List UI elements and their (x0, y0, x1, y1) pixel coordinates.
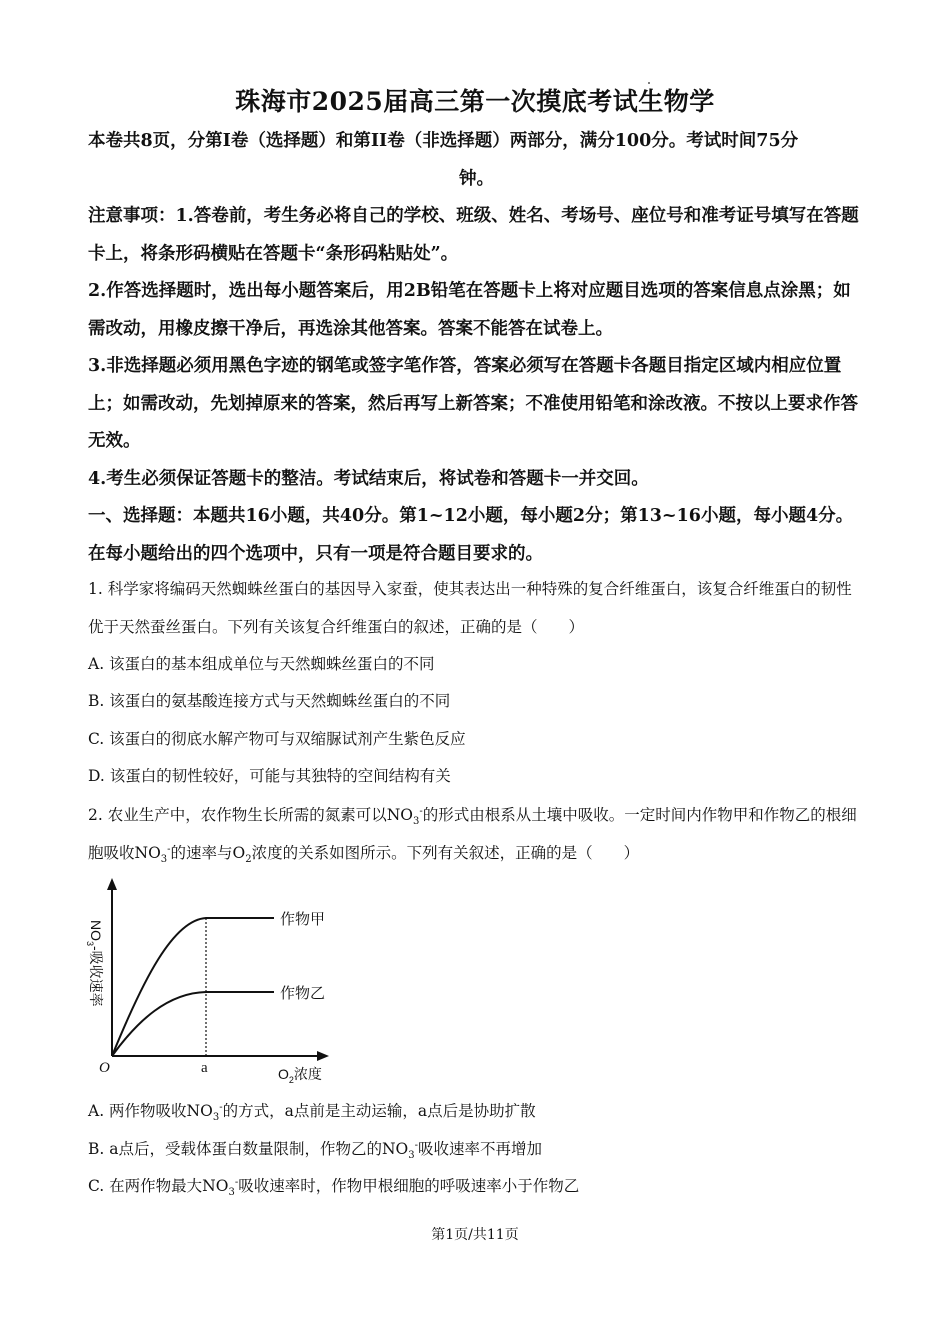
notice-item-1: 注意事项：1.答卷前，考生务必将自己的学校、班级、姓名、考场号、座位号和准考证号填写在答题卡上，将条形码横贴在答题卡“条形码粘贴处”。 (88, 206, 859, 264)
section-heading: 一、选择题：本题共16小题，共40分。第1~12小题，每小题2分；第13~16小题，每小题4分。在每小题给出的四个选项中，只有一项是符合题目要求的。 (88, 506, 854, 564)
q1-option-c: C. 该蛋白的彻底水解产物可与双缩脲试剂产生紫色反应 (88, 730, 466, 748)
label-crop-yi: 作物乙 (280, 985, 326, 1002)
q2-stem-part-b: 的形式由根系从土壤中吸收。一定时间内作物甲和作物乙的根细胞吸收NO (88, 806, 857, 862)
q2-stem-part-c: 的速率与O (170, 843, 246, 862)
q2-option-b: B. a点后，受载体蛋白数量限制，作物乙的$NO_3^-$吸收速率不再增加 (88, 1139, 543, 1162)
page-title: 珠海市2025届高三第一次摸底考试生物学 (235, 87, 715, 116)
q1-option-d: D. 该蛋白的韧性较好，可能与其独特的空间结构有关 (88, 767, 451, 785)
x-tick-a: a (201, 1060, 208, 1076)
intro-line-2: 钟。 (459, 168, 494, 189)
q1-option-a: A. 该蛋白的基本组成单位与天然蜘蛛丝蛋白的不同 (88, 655, 435, 673)
q2-option-a: A. 两作物吸收$NO_3^-$的方式，a点前是主动运输，a点后是协助扩散 (88, 1101, 536, 1124)
q2-stem-part-d: 浓度的关系如图所示。下列有关叙述，正确的是（ ） (251, 843, 640, 862)
exam-intro (88, 123, 865, 198)
x-axis-label: $O_2$浓度 (278, 1066, 322, 1085)
question-2-stem: 2. 农业生产中，农作物生长所需的氮素可以$NO_3^-$的形式由根系从土壤中吸收。一定时间内作物甲和作物乙的根细胞吸收$NO_3^-$的速率与$O_2$浓度的关系如图所示。下列有关叙述，正确的是（ ） (88, 805, 857, 865)
question-1-stem: 1. 科学家将编码天然蜘蛛丝蛋白的基因导入家蚕，使其表达出一种特殊的复合纤维蛋白，该复合纤维蛋白的韧性优于天然蚕丝蛋白。下列有关该复合纤维蛋白的叙述，正确的是（ ） (88, 580, 852, 636)
q2-option-c: C. 在两作物最大$NO_3^-$吸收速率时，作物甲根细胞的呼吸速率小于作物乙 (88, 1176, 580, 1199)
notice-item-4: 4.考生必须保证答题卡的整洁。考试结束后，将试卷和答题卡一并交回。 (88, 468, 649, 489)
no3-absorption-graph (85, 870, 348, 1085)
page-footer: 第1页/共11页 (431, 1227, 519, 1243)
intro-line-1: 本卷共8页，分第I卷（选择题）和第II卷（非选择题）两部分，满分100分。考试时间75分 (88, 131, 799, 151)
label-crop-jia: 作物甲 (280, 911, 326, 928)
notice-block (88, 198, 865, 573)
origin-label: O (99, 1060, 110, 1076)
notice-item-3: 3.非选择题必须用黑色字迹的钢笔或签字笔作答，答案必须写在答题卡各题目指定区域内相应位置上；如需改动，先划掉原来的答案，然后再写上新答案；不准使用铅笔和涂改液。不按以上要求作答无效。 (88, 356, 858, 451)
y-axis-label: $NO_3-$吸收速率 (85, 920, 104, 1007)
notice-item-2: 2.作答选择题时，选出每小题答案后，用2B铅笔在答题卡上将对应题目选项的答案信息点涂黑；如需改动，用橡皮擦干净后，再选涂其他答案。答案不能答在试卷上。 (88, 281, 851, 339)
y-axis-arrow (107, 878, 117, 890)
q1-option-b: B. 该蛋白的氨基酸连接方式与天然蜘蛛丝蛋白的不同 (88, 692, 451, 710)
q2-stem-part-a: 2. 农业生产中，农作物生长所需的氮素可以NO (88, 806, 413, 824)
x-axis-arrow (317, 1051, 329, 1061)
curve-crop-jia (112, 918, 274, 1056)
